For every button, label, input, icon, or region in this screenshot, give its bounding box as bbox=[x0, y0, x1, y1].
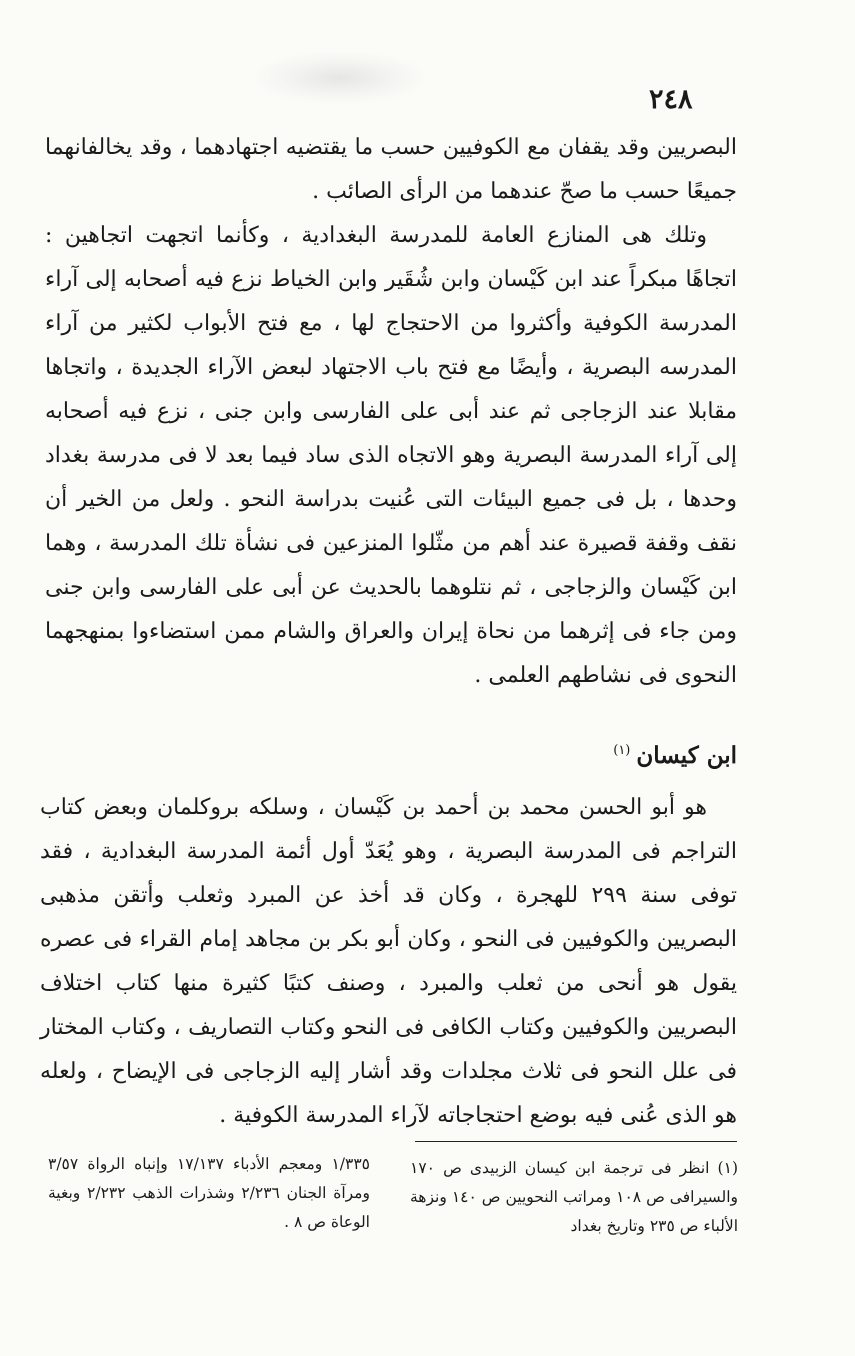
paragraph-2: وتلك هى المنازع العامة للمدرسة البغدادية ، وكأنما اتجهت اتجاهين : اتجاهًا مبكراً عند ابن كَيْسان وابن شُقَير وابن الخياط نزع فيه أصحابه إلى آراء المدرسة الكوفية وأكثروا من الاحتجاج لها ، مع فتح الأبواب لكثير من آراء المدرسه البصرية ، وأيضًا مع فتح باب الاجتهاد لبعض الآراء الجديدة ، واتجاها مقابلا عند الزجاجى ثم عند أبى على الفارسى وابن جنى ، نزع فيه أصحابه إلى آراء المدرسة البصرية وهو الاتجاه الذى ساد فيما بعد لا فى مدرسة بغداد وحدها ، بل فى جميع البيئات التى عُنيت بدراسة النحو . ولعل من الخير أن نقف وقفة قصيرة عند أهم من مثّلوا المنزعين فى نشأة تلك المدرسة ، وهما ابن كَيْسان والزجاجى ، ثم نتلوهما بالحديث عن أبى على الفارسى وابن جنى ومن جاء فى إثرهما من نحاة إيران والعراق والشام ممن استضاءوا بمنهجهما النحوى فى نشاطهم العلمى . bbox=[45, 223, 737, 688]
paragraph-1: البصريين وقد يقفان مع الكوفيين حسب ما يقتضيه اجتهادهما ، وقد يخالفانهما جميعًا حسب ما صحّ عندهما من الرأى الصائب . bbox=[45, 135, 737, 204]
biography-paragraph: هو أبو الحسن محمد بن أحمد بن كَيْسان ، وسلكه بروكلمان وبعض كتاب التراجم فى المدرسة البصرية ، وهو يُعَدّ أول أئمة المدرسة البغدادية ، فقد توفى سنة ٢٩٩ للهجرة ، وكان قد أخذ عن المبرد وثعلب وأتقن مذهبى البصريين والكوفيين فى النحو ، وكان أبو بكر بن مجاهد إمام القراء فى عصره يقول هو أنحى من ثعلب والمبرد ، وصنف كتبًا كثيرة منها كتاب اختلاف البصريين والكوفيين وكتاب الكافى فى النحو وكتاب التصاريف ، وكتاب المختار فى علل النحو فى ثلاث مجلدات وقد أشار إليه الزجاجى فى الإيضاح ، ولعله هو الذى عُنى فيه بوضع احتجاجاته لآراء المدرسة الكوفية . bbox=[40, 795, 737, 1128]
footnote-reference: (١) bbox=[613, 743, 631, 759]
footnote-column-right: (١) انظر فى ترجمة ابن كيسان الزبيدى ص ١٧٠ والسيرافى ص ١٠٨ ومراتب النحويين ص ١٤٠ ونزهة الألباء ص ٢٣٥ وتاريخ بغداد bbox=[410, 1159, 738, 1235]
page-number: ٢٤٨ bbox=[649, 84, 693, 115]
section-title: ابن كيسان bbox=[636, 742, 737, 769]
footnote-separator bbox=[415, 1141, 737, 1142]
section-body bbox=[40, 786, 737, 1138]
scan-smudge bbox=[255, 52, 425, 104]
footnote-column-left: ١/٣٣٥ ومعجم الأدباء ١٧/١٣٧ وإنباه الرواة ٣/٥٧ ومرآة الجنان ٢/٢٣٦ وشذرات الذهب ٢/٢٣٢ وبغية الوعاة ص ٨ . bbox=[48, 1155, 370, 1231]
section-heading bbox=[613, 742, 737, 769]
intro-text bbox=[45, 126, 737, 698]
